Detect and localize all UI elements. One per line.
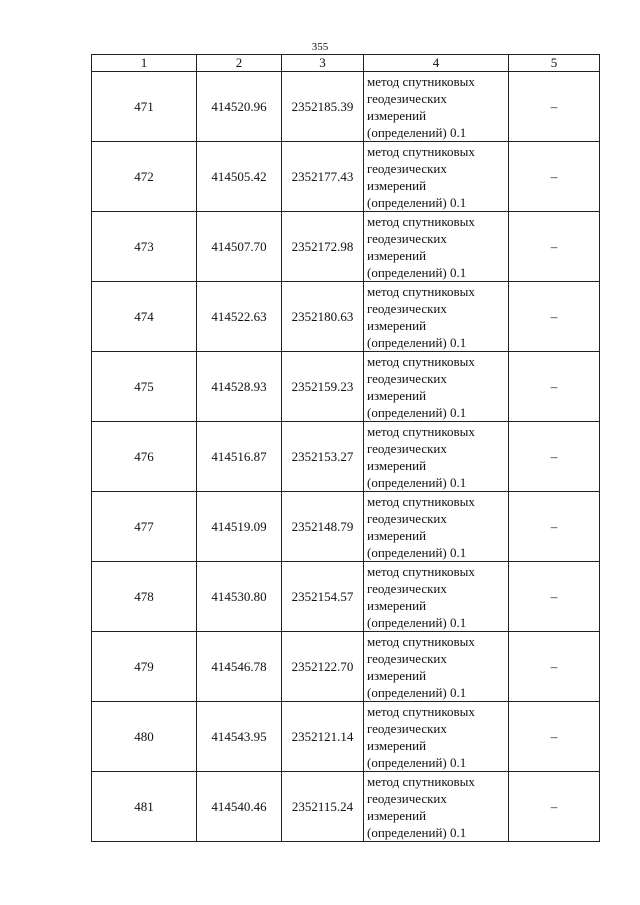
- y-coordinate-cell: 2352172.98: [282, 212, 364, 282]
- point-number-cell: 472: [92, 142, 197, 212]
- table-header-row: [92, 55, 600, 72]
- x-coordinate-cell: 414520.96: [197, 72, 282, 142]
- x-coordinate-cell: 414528.93: [197, 352, 282, 422]
- method-line: метод спутниковых: [367, 633, 475, 649]
- point-number-cell: 471: [92, 72, 197, 142]
- method-line: (определений) 0.1: [367, 194, 467, 210]
- page-number: 355: [311, 41, 329, 53]
- method-line: метод спутниковых: [367, 143, 475, 159]
- method-line: геодезических: [367, 650, 447, 666]
- method-line: метод спутниковых: [367, 773, 475, 789]
- y-coordinate-cell: 2352153.27: [282, 422, 364, 492]
- table-row: [92, 562, 600, 632]
- point-number-cell: 477: [92, 492, 197, 562]
- point-number-cell: 474: [92, 282, 197, 352]
- y-coordinate-cell: 2352185.39: [282, 72, 364, 142]
- method-line: метод спутниковых: [367, 283, 475, 299]
- method-cell: [364, 72, 509, 142]
- column-header-3: 3: [282, 55, 364, 72]
- y-coordinate-cell: 2352180.63: [282, 282, 364, 352]
- table-row: [92, 72, 600, 142]
- method-line: геодезических: [367, 580, 447, 596]
- method-line: (определений) 0.1: [367, 334, 467, 350]
- column-5-cell: –: [509, 212, 600, 282]
- method-line: (определений) 0.1: [367, 124, 467, 140]
- method-cell: [364, 632, 509, 702]
- method-line: измерений: [367, 667, 427, 683]
- column-5-cell: –: [509, 772, 600, 842]
- method-line: метод спутниковых: [367, 563, 475, 579]
- table-row: [92, 142, 600, 212]
- table-body: [92, 72, 600, 842]
- y-coordinate-cell: 2352154.57: [282, 562, 364, 632]
- method-cell: [364, 562, 509, 632]
- table-row: [92, 492, 600, 562]
- point-number-cell: 475: [92, 352, 197, 422]
- method-line: измерений: [367, 597, 427, 613]
- table-row: [92, 352, 600, 422]
- column-5-cell: –: [509, 492, 600, 562]
- method-line: измерений: [367, 317, 427, 333]
- x-coordinate-cell: 414543.95: [197, 702, 282, 772]
- method-cell: [364, 422, 509, 492]
- x-coordinate-cell: 414505.42: [197, 142, 282, 212]
- method-cell: [364, 212, 509, 282]
- point-number-cell: 476: [92, 422, 197, 492]
- method-line: геодезических: [367, 160, 447, 176]
- method-cell: [364, 142, 509, 212]
- method-line: измерений: [367, 387, 427, 403]
- method-line: геодезических: [367, 720, 447, 736]
- column-5-cell: –: [509, 282, 600, 352]
- method-line: измерений: [367, 737, 427, 753]
- column-5-cell: –: [509, 632, 600, 702]
- method-line: метод спутниковых: [367, 73, 475, 89]
- table-row: [92, 282, 600, 352]
- column-5-cell: –: [509, 142, 600, 212]
- method-line: (определений) 0.1: [367, 824, 467, 840]
- y-coordinate-cell: 2352148.79: [282, 492, 364, 562]
- method-cell: [364, 282, 509, 352]
- point-number-cell: 473: [92, 212, 197, 282]
- method-line: измерений: [367, 527, 427, 543]
- column-5-cell: –: [509, 352, 600, 422]
- column-header-2: 2: [197, 55, 282, 72]
- method-line: (определений) 0.1: [367, 404, 467, 420]
- y-coordinate-cell: 2352121.14: [282, 702, 364, 772]
- method-cell: [364, 352, 509, 422]
- table-row: [92, 702, 600, 772]
- method-line: (определений) 0.1: [367, 264, 467, 280]
- method-line: (определений) 0.1: [367, 474, 467, 490]
- table-row: [92, 212, 600, 282]
- method-line: измерений: [367, 807, 427, 823]
- method-line: (определений) 0.1: [367, 754, 467, 770]
- point-number-cell: 480: [92, 702, 197, 772]
- method-cell: [364, 702, 509, 772]
- column-header-1: 1: [92, 55, 197, 72]
- x-coordinate-cell: 414522.63: [197, 282, 282, 352]
- y-coordinate-cell: 2352122.70: [282, 632, 364, 702]
- point-number-cell: 481: [92, 772, 197, 842]
- method-line: измерений: [367, 107, 427, 123]
- column-5-cell: –: [509, 562, 600, 632]
- table-row: [92, 772, 600, 842]
- method-line: геодезических: [367, 370, 447, 386]
- coordinates-table: [91, 54, 600, 842]
- y-coordinate-cell: 2352115.24: [282, 772, 364, 842]
- method-line: (определений) 0.1: [367, 544, 467, 560]
- point-number-cell: 479: [92, 632, 197, 702]
- method-line: измерений: [367, 247, 427, 263]
- x-coordinate-cell: 414540.46: [197, 772, 282, 842]
- method-line: метод спутниковых: [367, 423, 475, 439]
- table-row: [92, 422, 600, 492]
- method-line: геодезических: [367, 300, 447, 316]
- column-header-4: 4: [364, 55, 509, 72]
- method-line: геодезических: [367, 440, 447, 456]
- column-5-cell: –: [509, 702, 600, 772]
- method-cell: [364, 492, 509, 562]
- column-5-cell: –: [509, 422, 600, 492]
- method-line: геодезических: [367, 510, 447, 526]
- method-line: (определений) 0.1: [367, 614, 467, 630]
- method-line: измерений: [367, 177, 427, 193]
- method-line: геодезических: [367, 90, 447, 106]
- table-row: [92, 632, 600, 702]
- method-line: геодезических: [367, 230, 447, 246]
- method-line: метод спутниковых: [367, 353, 475, 369]
- column-header-5: 5: [509, 55, 600, 72]
- method-line: измерений: [367, 457, 427, 473]
- x-coordinate-cell: 414530.80: [197, 562, 282, 632]
- method-line: метод спутниковых: [367, 703, 475, 719]
- x-coordinate-cell: 414519.09: [197, 492, 282, 562]
- method-cell: [364, 772, 509, 842]
- point-number-cell: 478: [92, 562, 197, 632]
- method-line: метод спутниковых: [367, 213, 475, 229]
- y-coordinate-cell: 2352177.43: [282, 142, 364, 212]
- x-coordinate-cell: 414546.78: [197, 632, 282, 702]
- x-coordinate-cell: 414516.87: [197, 422, 282, 492]
- method-line: метод спутниковых: [367, 493, 475, 509]
- x-coordinate-cell: 414507.70: [197, 212, 282, 282]
- method-line: геодезических: [367, 790, 447, 806]
- method-line: (определений) 0.1: [367, 684, 467, 700]
- column-5-cell: –: [509, 72, 600, 142]
- y-coordinate-cell: 2352159.23: [282, 352, 364, 422]
